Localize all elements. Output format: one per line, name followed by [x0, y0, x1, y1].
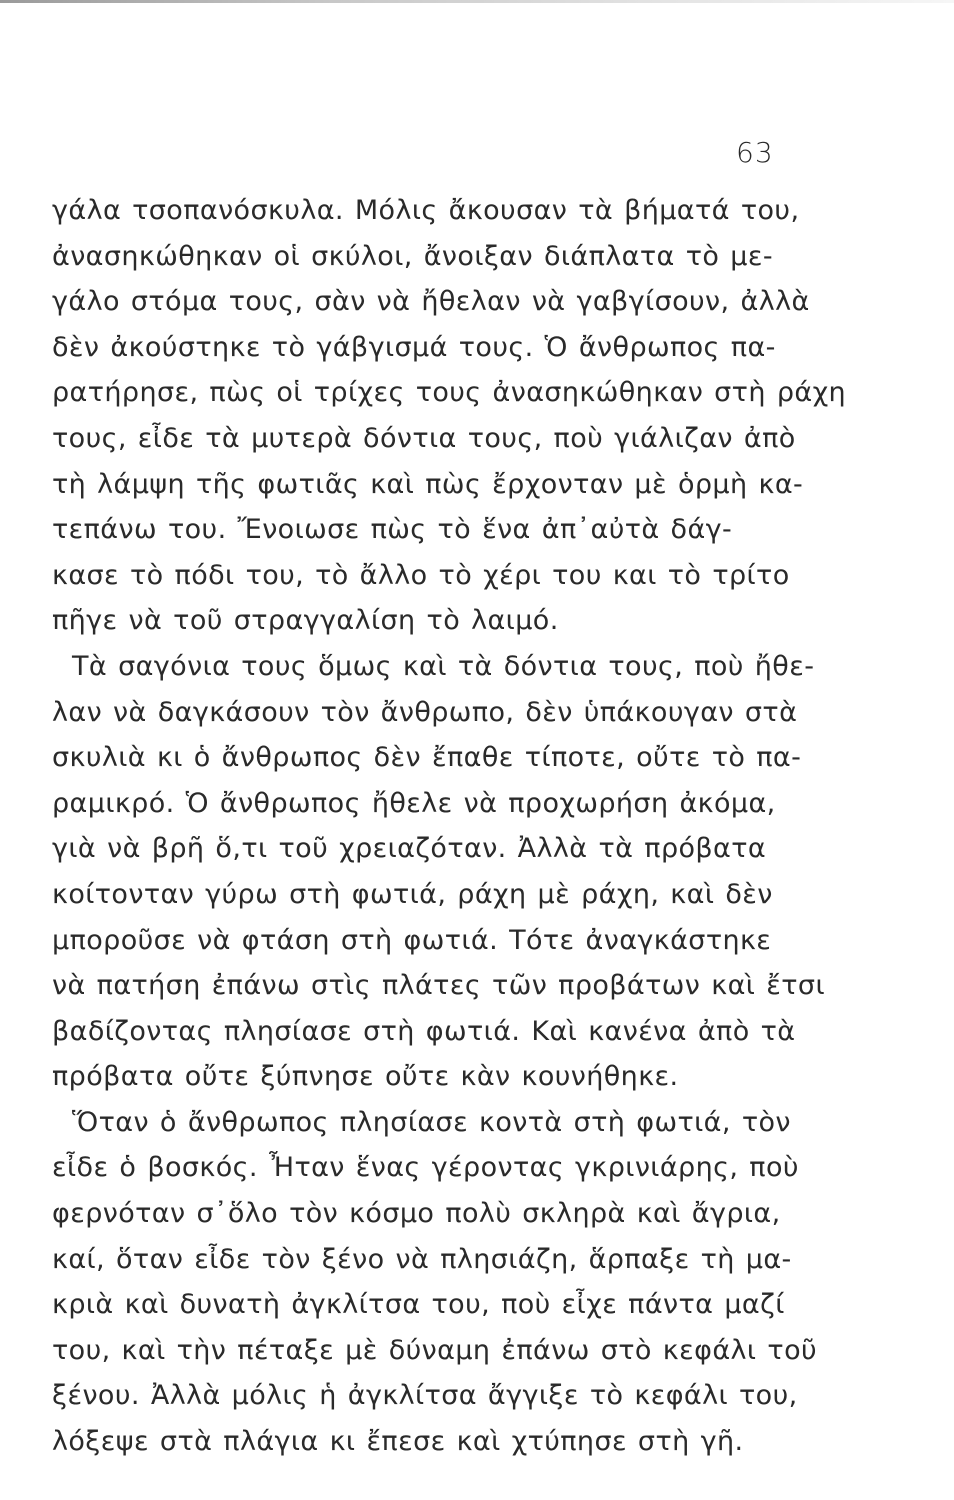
text-line: ρατήρησε, πὼς οἱ τρίχες τους ἀνασηκώθηκαν στὴ ράχη: [52, 377, 847, 409]
text-line: βαδίζοντας πλησίασε στὴ φωτιά. Καὶ κανένα ἀπὸ τὰ: [52, 1015, 796, 1047]
text-line: δὲν ἀκούστηκε τὸ γάβγισμά τους. Ὁ ἄνθρωπος πα-: [52, 331, 776, 363]
text-line: πρόβατα οὔτε ξύπνησε οὔτε κὰν κουνήθηκε.: [52, 1061, 679, 1093]
text-line: μποροῦσε νὰ φτάση στὴ φωτιά. Τότε ἀναγκάστηκε: [52, 924, 772, 956]
text-line: τὴ λάμψη τῆς φωτιᾶς καὶ πὼς ἔρχονταν μὲ ὁρμὴ κα-: [52, 468, 804, 500]
text-line: γάλο στόμα τους, σὰν νὰ ἤθελαν νὰ γαβγίσουν, ἀλλὰ: [52, 286, 810, 318]
text-line: γάλα τσοπανόσκυλα. Μόλις ἄκουσαν τὰ βήματά του,: [52, 195, 800, 226]
text-line: κασε τὸ πόδι του, τὸ ἄλλο τὸ χέρι του και τὸ τρίτο: [52, 559, 790, 591]
text-line: ξένου. Ἀλλὰ μόλις ἡ ἀγκλίτσα ἄγγιξε τὸ κεφάλι του,: [52, 1380, 798, 1412]
text-line: λόξεψε στὰ πλάγια κι ἔπεσε καὶ χτύπησε στὴ γῆ.: [52, 1426, 744, 1458]
text-line: γιὰ νὰ βρῆ ὅ,τι τοῦ χρειαζόταν. Ἀλλὰ τὰ πρόβατα: [52, 833, 767, 865]
text-line: του, καὶ τὴν πέταξε μὲ δύναμη ἐπάνω στὸ κεφάλι τοῦ: [52, 1334, 818, 1366]
paragraph-start-line: Ὅταν ὁ ἄνθρωπος πλησίασε κοντὰ στὴ φωτιά, τὸν: [72, 1106, 791, 1138]
text-line: εἶδε ὁ βοσκός. Ἦταν ἕνας γέροντας γκρινιάρης, ποὺ: [52, 1152, 799, 1184]
text-line: νὰ πατήση ἐπάνω στὶς πλάτες τῶν προβάτων καὶ ἔτσι: [52, 970, 825, 1002]
text-line: ἀνασηκώθηκαν οἱ σκύλοι, ἄνοιξαν διάπλατα τὸ με-: [52, 240, 773, 272]
scan-edge-line: [0, 0, 954, 3]
text-line: πῆγε νὰ τοῦ στραγγαλίση τὸ λαιμό.: [52, 605, 559, 637]
text-line: κριὰ καὶ δυνατὴ ἀγκλίτσα του, ποὺ εἶχε πάντα μαζί: [52, 1289, 785, 1321]
page-number: 63: [736, 136, 774, 169]
text-line: λαν νὰ δαγκάσουν τὸν ἄνθρωπο, δὲν ὑπάκουγαν στὰ: [52, 696, 798, 728]
text-line: κοίτονταν γύρω στὴ φωτιά, ράχη μὲ ράχη, καὶ δὲν: [52, 878, 773, 910]
body-text: [52, 188, 847, 1465]
text-line: σκυλιὰ κι ὁ ἄνθρωπος δὲν ἔπαθε τίποτε, οὔτε τὸ πα-: [52, 742, 802, 774]
text-line: φερνόταν σ᾽ὅλο τὸν κόσμο πολὺ σκληρὰ καὶ ἄγρια,: [52, 1198, 781, 1230]
text-line: καί, ὅταν εἶδε τὸν ξένο νὰ πλησιάζη, ἅρπαξε τὴ μα-: [52, 1243, 792, 1275]
paragraph-start-line: Τὰ σαγόνια τους ὅμως καὶ τὰ δόντια τους, ποὺ ἤθε-: [72, 650, 815, 682]
text-line: τους, εἶδε τὰ μυτερὰ δόντια τους, ποὺ γιάλιζαν ἀπὸ: [52, 422, 796, 454]
text-line: ραμικρό. Ὁ ἄνθρωπος ἤθελε νὰ προχωρήση ἀκόμα,: [52, 787, 776, 819]
text-line: τεπάνω του. Ἔνοιωσε πὼς τὸ ἕνα ἀπ᾽αὐτὰ δάγ-: [52, 514, 733, 546]
